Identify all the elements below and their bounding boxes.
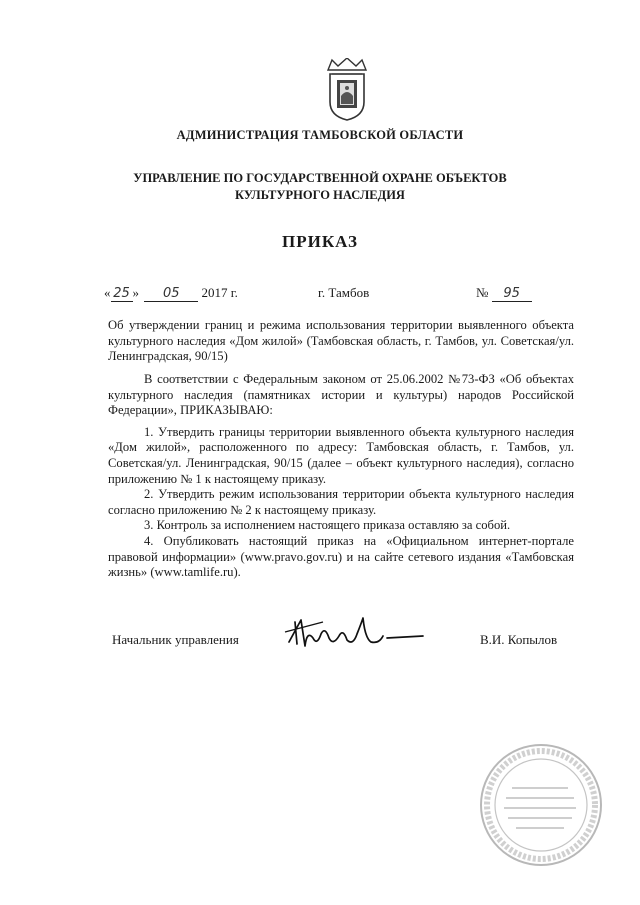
department-line-2: КУЛЬТУРНОГО НАСЛЕДИЯ — [235, 188, 405, 202]
coat-of-arms-icon — [322, 58, 372, 122]
date-month: 05 — [144, 286, 198, 302]
order-body — [108, 372, 574, 581]
number-value: 95 — [492, 286, 532, 302]
order-subject: Об утверждении границ и режима использования территории выявленного объекта культурного наследия «Дом жилой» (Тамбовская область, г. Тамбов, ул. Советская/ул. Ленинградская, 90/15) — [108, 318, 574, 364]
body-intro: В соответствии с Федеральным законом от 25.06.2002 №73-ФЗ «Об объектах культурного наследия (памятниках истории и культуры) народов Российской Федерации», ПРИКАЗЫВАЮ: — [108, 372, 574, 418]
department-title — [0, 170, 640, 204]
date-year: 2017 г. — [201, 285, 238, 300]
order-date: « 25 » 05 2017 г. — [104, 285, 238, 301]
body-item-3: 3. Контроль за исполнением настоящего приказа оставляю за собой. — [144, 518, 511, 533]
handwritten-signature — [283, 612, 433, 662]
order-number — [476, 285, 532, 302]
department-line-1: УПРАВЛЕНИЕ ПО ГОСУДАРСТВЕННОЙ ОХРАНЕ ОБЪЕКТОВ — [133, 171, 507, 185]
number-label: № — [476, 285, 489, 300]
document-type: ПРИКАЗ — [282, 232, 358, 251]
signer-name: В.И. Копылов — [480, 632, 558, 647]
official-seal-stamp — [476, 740, 606, 870]
order-city: г. Тамбов — [318, 285, 370, 300]
body-item-2: 2. Утвердить режим использования территории объекта культурного наследия согласно приложению № 2 к настоящему приказу. — [108, 487, 574, 517]
body-item-1: 1. Утвердить границы территории выявленного объекта культурного наследия «Дом жилой», расположенного по адресу: Тамбовская область, г. Тамбов, ул. Советская/ул. Ленинградская, 90/15 (далее – объект культурного наследия), согласно приложению № 1 к настоящему приказу. — [108, 424, 574, 486]
date-day: 25 — [111, 286, 133, 302]
organization-title: АДМИНИСТРАЦИЯ ТАМБОВСКОЙ ОБЛАСТИ — [176, 128, 464, 142]
body-item-4: 4. Опубликовать настоящий приказ на «Официальном интернет-портале правовой информации» (www.pravo.gov.ru) и на сайте сетевого издания «Тамбовская жизнь» (www.tamlife.ru). — [108, 533, 574, 580]
signer-position: Начальник управления — [112, 632, 239, 647]
